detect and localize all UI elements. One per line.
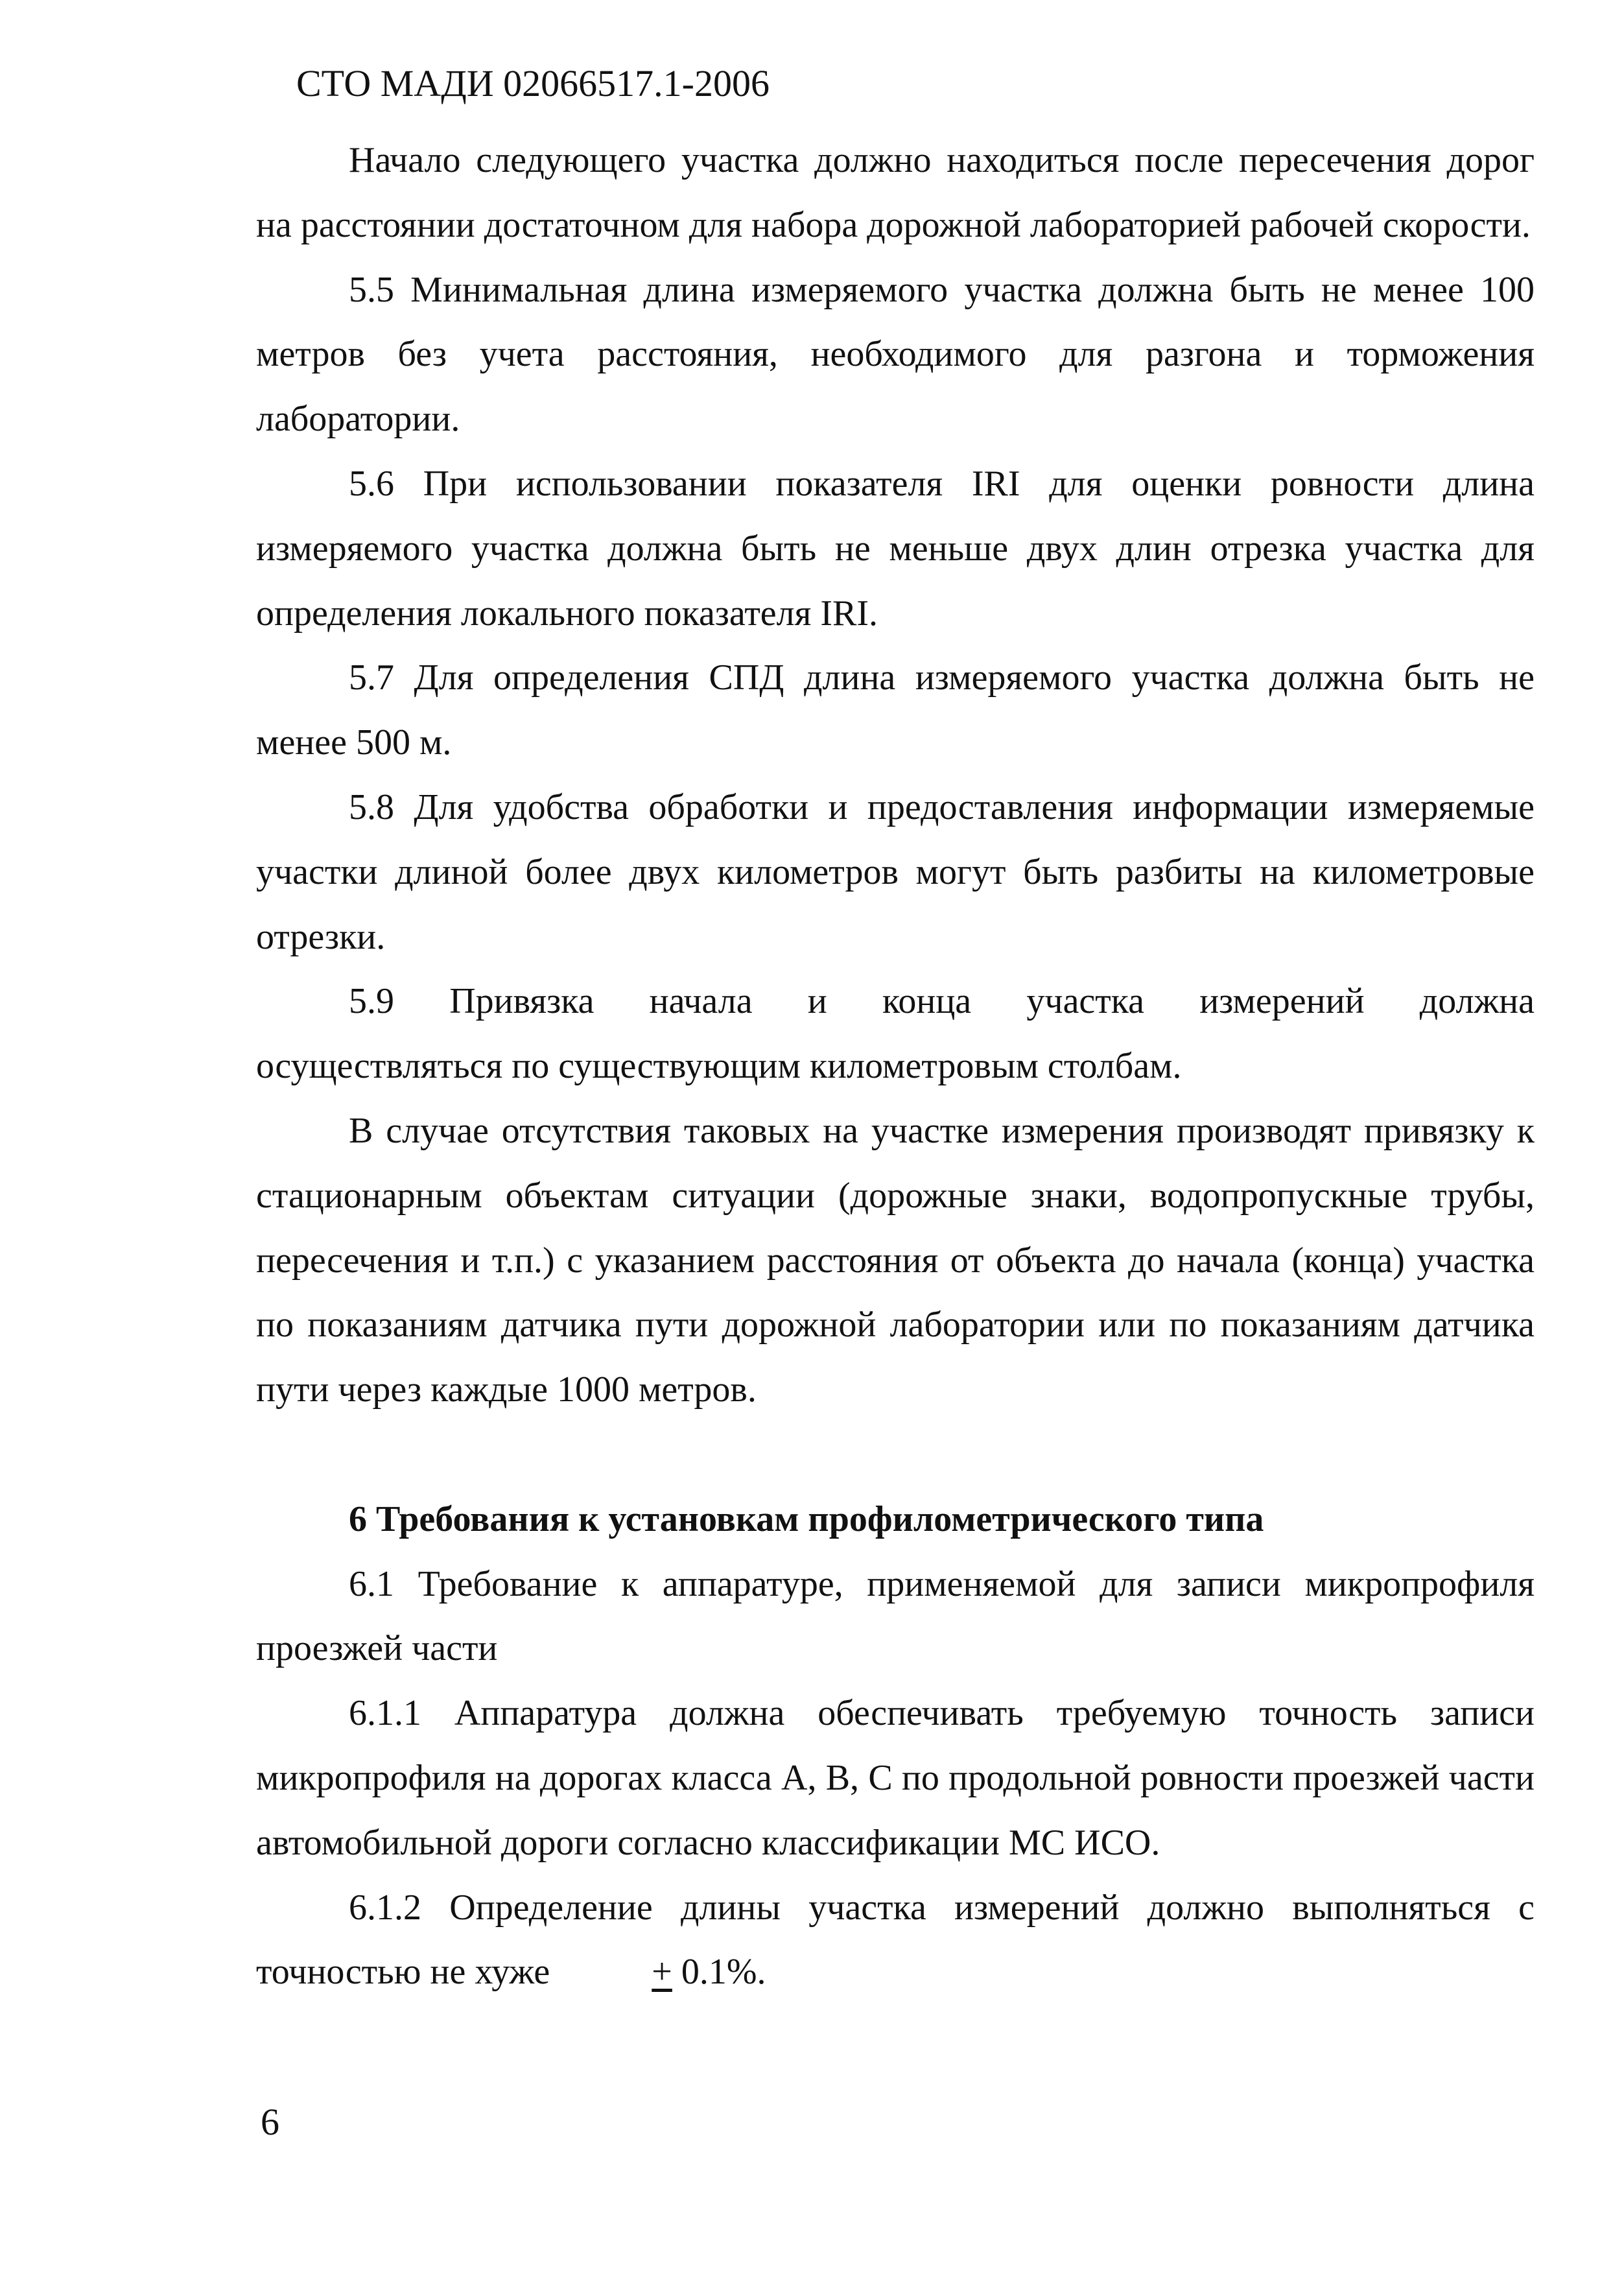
page-number: 6 (261, 2101, 279, 2143)
paragraph-6-1: 6.1 Требование к аппаратуре, применяемой для записи микропрофиля проезжей части (256, 1563, 1535, 1669)
paragraph-6-1-1: 6.1.1 Аппаратура должна обеспечивать требуемую точность записи микропрофиля на дорогах класса А, В, С по продольной ровности проезжей части автомобильной дороги согласно классификации МС ИСО. (256, 1693, 1535, 1863)
paragraph-5-5: 5.5 Минимальная длина измеряемого участка должна быть не менее 100 метров без учета расстояния, необходимого для разгона и торможения лаборатории. (256, 269, 1535, 440)
paragraph-6-1-2-value: 0.1%. (681, 1952, 766, 1993)
paragraph-absence-reference: В случае отсутствия таковых на участке измерения производят привязку к стационарным объектам ситуации (дорожные знаки, водопропускные трубы, пересечения и т.п.) с указанием расстояния от объекта до начала (конца) участка по показаниям датчика пути дорожной лаборатории или по показаниям датчика пути через каждые 1000 метров. (256, 1110, 1535, 1410)
paragraph-next-section-start: Начало следующего участка должно находиться после пересечения дорог на расстоянии достаточном для набора дорожной лабораторией рабочей скорости. (256, 140, 1535, 245)
paragraph-5-9-line-2: осуществляться по существующим километровым столбам. (256, 1046, 1182, 1087)
paragraph-6-1-2-text: 6.1.2 Определение длины участка измерений должно выполняться с точностью не хуже (256, 1887, 1535, 1993)
section-6-heading: 6 Требования к установкам профилометрического типа (349, 1498, 1264, 1539)
paragraph-5-9-line-1: 5.9 Привязка начала и конца участка измерений должна (349, 981, 1535, 1022)
paragraph-6-1-2 (256, 1876, 1535, 2006)
document-body (256, 128, 1535, 2005)
document-code-header: СТО МАДИ 02066517.1-2006 (296, 62, 770, 104)
paragraph-5-6: 5.6 При использовании показателя IRI для оценки ровности длина измеряемого участка должна быть не меньше двух длин отрезка участка для определения локального показателя IRI. (256, 463, 1535, 633)
plus-minus-symbol: + (652, 1952, 672, 1993)
paragraph-5-8: 5.8 Для удобства обработки и предоставления информации измеряемые участки длиной более двух километров могут быть разбиты на километровые отрезки. (256, 787, 1535, 957)
paragraph-5-7: 5.7 Для определения СПД длина измеряемого участка должна быть не менее 500 м. (256, 657, 1535, 763)
